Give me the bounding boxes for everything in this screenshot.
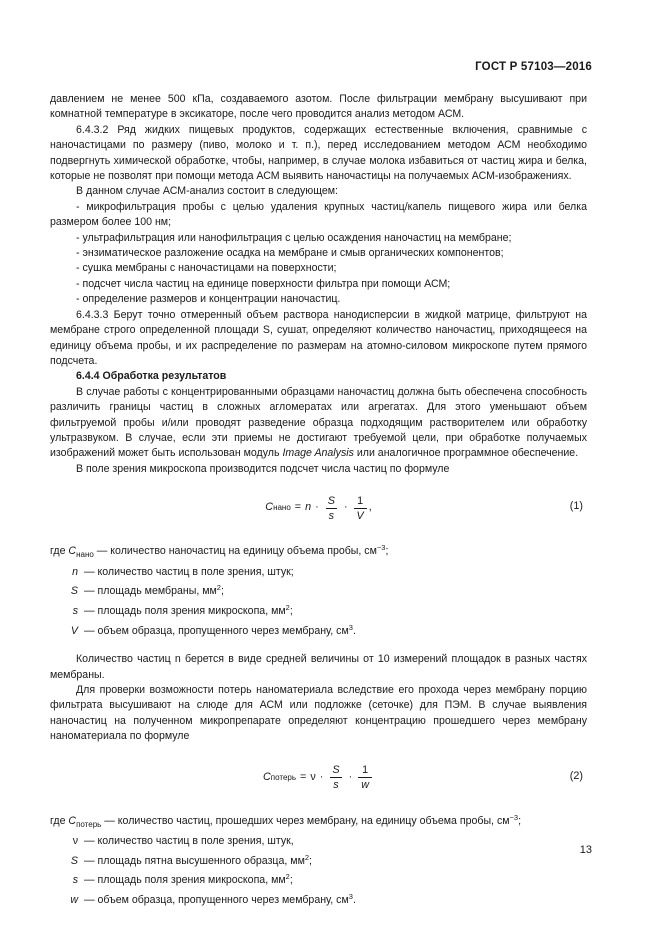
equation-number: (2) — [569, 769, 583, 782]
list-item: - подсчет числа частиц на единице поверхности фильтра при помощи АСМ; — [76, 277, 451, 290]
legend-row: ν — количество частиц в поле зрения, штук, — [72, 835, 294, 848]
list-item: - энзиматическое разложение осадка на мембране и смыв органических компонентов; — [76, 247, 504, 260]
list-item: - определение размеров и концентрации наночастиц. — [76, 293, 341, 306]
formula-2-legend — [50, 810, 587, 909]
formula-1: C нано = n · $\frac{S}{s}$ · $\frac{1}{V}$ , (1) — [265, 494, 583, 522]
legend-row: где $C_{потерь}$ — количество частиц, прошедших через мембрану, на единицу объема пробы, $см^{-3}$; — [50, 812, 522, 829]
section-heading: 6.4.4 Обработка результатов — [76, 370, 227, 383]
list-item: - ультрафильтрация или нанофильтрация с целью осаждения наночастиц на мембране; — [76, 231, 512, 244]
paragraph: В поле зрения микроскопа производится подсчет числа частиц по формуле — [76, 462, 450, 475]
legend-row: S — площадь пятна высушенного образца, $мм^2$; — [70, 852, 312, 867]
paragraph-6-4-3-2: 6.4.3.2 Ряд жидких пищевых продуктов, содержащих естественные включения, сравнимые с наночастицами по размеру (пиво, молоко и т. п.), перед исследованием методом АСМ необходимо подвергнуть химической обработке, чтобы, например, в случае молока избавиться от частиц жира и белка, которые не позволят при помощи метода АСМ выявить наночастицы на получаемых АСМ-изображениях. — [50, 123, 587, 183]
paragraph-6-4-3-3: 6.4.3.3 Берут точно отмеренный объем раствора нанодисперсии в жидкой матрице, фильтруют на мембране строго определенной площади S, сушат, определяют количество наночастиц, приходящееся на единицу объема пробы, и их распределение по размерам на атомно-силовом микроскопе путем прямого подсчета. — [50, 308, 587, 367]
equation-number: (1) — [569, 500, 583, 513]
paragraph: Для проверки возможности потерь наноматериала вследствие его прохода через мембрану порцию фильтрата высушивают на слюде для АСМ или подложке (сеточке) для ПЭМ. В случае выявления наночастиц на полученном микропрепарате определяют концентрацию прошедшего через мембрану наноматериала по формуле — [50, 683, 587, 743]
legend-row: где $C_{нано}$ — количество наночастиц на единицу объема пробы, $см^{-3}$; — [50, 543, 389, 560]
paragraph: В данном случае АСМ-анализ состоит в следующем: — [76, 185, 338, 198]
document-body — [50, 92, 587, 909]
legend-row: S — площадь мембраны, $мм^2$; — [70, 583, 224, 598]
legend-row: n — количество частиц в поле зрения, штук; — [72, 565, 294, 578]
list-item: - микрофильтрация пробы с целью удаления крупных частиц/капель пищевого жира или белка размером более 100 нм; — [50, 200, 587, 229]
legend-row: w — объем образца, пропущенного через мембрану, $см^3$. — [70, 891, 356, 906]
paragraph: В случае работы с концентрированными образцами наночастиц должна быть обеспечена способность различить границы частиц в сложных агломератах или агрегатах. Для этого уменьшают объем фильтруемой пробы и/или проводят разведение образца подходящим растворителем или обработку ультразвуком. В случае, если эти приемы не достигают требуемой цели, при обработке получаемых изображений может быть использован модуль Image Analysis или аналогичное программное обеспечение. — [50, 385, 587, 460]
formula-1-legend — [50, 540, 587, 639]
legend-row: V — объем образца, пропущенного через мембрану, $см^3$. — [70, 622, 356, 637]
formula-2: C потерь = ν · $\frac{S}{s}$ · $\frac{1}{w}$ (2) — [262, 764, 583, 792]
document-id: ГОСТ Р 57103—2016 — [475, 61, 592, 73]
legend-row: s — площадь поля зрения микроскопа, $мм^2$; — [72, 872, 293, 887]
legend-row: s — площадь поля зрения микроскопа, $мм^2$; — [72, 602, 293, 617]
list-item: - сушка мембраны с наночастицами на поверхности; — [76, 262, 337, 275]
page-number: 13 — [579, 844, 592, 856]
paragraph: Количество частиц n берется в виде средней величины от 10 измерений площадок в разных частях мембраны. — [50, 653, 587, 681]
paragraph: давлением не менее 500 кПа, создаваемого азотом. После фильтрации мембрану высушивают при комнатной температуре в эксикаторе, после чего проводится анализ методом АСМ. — [50, 93, 587, 121]
